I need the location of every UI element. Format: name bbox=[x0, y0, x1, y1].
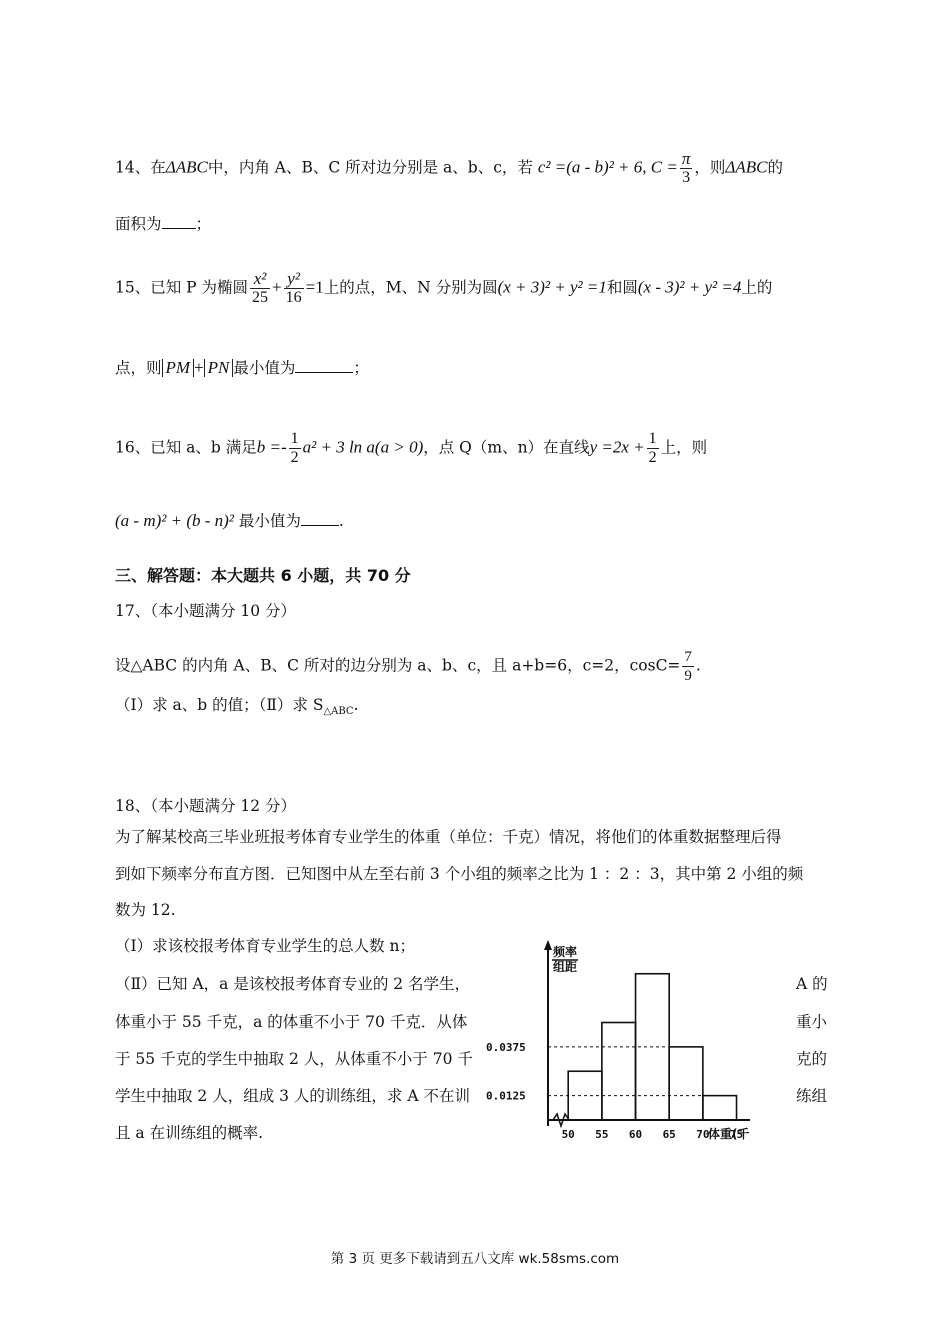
q18-part2-line5: 且 a 在训练组的概率. bbox=[115, 1124, 264, 1142]
q18-right-frag2: 重小 bbox=[796, 1013, 828, 1031]
y-tick-label: 0.0125 bbox=[486, 1089, 526, 1103]
q16-two: 2 bbox=[290, 449, 299, 466]
q14-three: 3 bbox=[682, 169, 691, 186]
q16-b-eq: b =- bbox=[256, 437, 287, 457]
x-axis-label: 体重(千 bbox=[708, 1127, 750, 1141]
q17-body-text: 设△ABC 的内角 A、B、C 所对的边分别为 a、b、c，且 a+b=6，c=2，cosC= bbox=[115, 656, 681, 675]
q15-line2-end: ； bbox=[353, 359, 369, 377]
q15-and: 和圆 bbox=[606, 278, 638, 297]
histogram-svg bbox=[480, 938, 750, 1148]
q18-para1: 为了解某校高三毕业班报考体育专业学生的体重（单位：千克）情况，将他们的体重数据整理后得 bbox=[115, 828, 782, 846]
q16-line2-end: . bbox=[338, 512, 344, 530]
q16-end: 上，则 bbox=[660, 438, 708, 457]
histogram-chart bbox=[486, 938, 790, 1148]
q18-part2-line3: 于 55 千克的学生中抽取 2 人，从体重不小于 70 千 bbox=[115, 1050, 473, 1068]
q15-frac-x bbox=[250, 270, 270, 307]
q14-equation: c² =(a - b)² + 6, C = bbox=[537, 157, 678, 177]
q14-area-text: 面积为 bbox=[115, 215, 162, 233]
q15-prefix: 15、已知 P 为椭圆 bbox=[115, 278, 249, 297]
q15-pn: PN bbox=[204, 359, 234, 377]
x-tick-label: 70 bbox=[696, 1128, 710, 1141]
q16-line-eq: y =2x + bbox=[589, 437, 645, 457]
q15-frac-y bbox=[284, 270, 304, 307]
q15-pm: PM bbox=[162, 359, 195, 377]
x-tick-label: 65 bbox=[662, 1128, 676, 1141]
q16-answer-blank bbox=[301, 511, 339, 526]
q14-text: 中，内角 A、B、C 所对边分别是 a、b、c，若 bbox=[207, 158, 533, 177]
q15-answer-blank bbox=[295, 358, 353, 373]
q14-line1 bbox=[115, 150, 783, 187]
q17-body-end: . bbox=[695, 656, 701, 675]
histogram-bar bbox=[703, 1096, 737, 1120]
q18-title: 18、（本小题满分 12 分） bbox=[115, 797, 297, 815]
q15-min-text: 最小值为 bbox=[233, 359, 296, 377]
q18-part2-line4: 学生中抽取 2 人，组成 3 人的训练组，求 A 不在训 bbox=[115, 1087, 470, 1105]
q18-para3: 数为 12. bbox=[115, 901, 176, 919]
q18-part2-line2: 体重小于 55 千克，a 的体重不小于 70 千克．从体 bbox=[115, 1013, 468, 1031]
q17-cos-frac bbox=[682, 648, 694, 685]
q14-line2 bbox=[115, 213, 211, 235]
x-tick-label: 60 bbox=[628, 1128, 643, 1141]
q17-parts bbox=[115, 694, 359, 716]
y-tick-label: 0.0375 bbox=[486, 1040, 526, 1054]
q14-pi-over-3 bbox=[680, 150, 693, 187]
q16-text: ，点 Q（m、n）在直线 bbox=[423, 438, 590, 457]
q17-parts-sub: △ABC bbox=[323, 706, 354, 718]
q17-num: 7 bbox=[684, 649, 692, 665]
q15-x2: x² bbox=[250, 270, 270, 289]
q17-title: 17、（本小题满分 10 分） bbox=[115, 602, 297, 620]
q15-d25: 25 bbox=[252, 289, 269, 306]
q18-para2: 到如下频率分布直方图．已知图中从左至右前 3 个小组的频率之比为 1 ：2 ：3，其中第 2 小组的频 bbox=[115, 865, 804, 883]
q15-plus: + bbox=[272, 277, 282, 297]
q18-right-frag4: 练组 bbox=[796, 1087, 828, 1105]
q14-pi: π bbox=[681, 149, 691, 168]
q15-line1 bbox=[115, 270, 772, 307]
histogram-bar bbox=[602, 1023, 636, 1121]
q16-prefix: 16、已知 a、b 满足 bbox=[115, 438, 257, 457]
x-tick-label: 50 bbox=[561, 1128, 575, 1141]
q15-y2: y² bbox=[284, 270, 304, 289]
y-label-top: 频率 bbox=[553, 945, 578, 959]
q17-parts-text: （Ⅰ）求 a、b 的值；（Ⅱ）求 S bbox=[115, 696, 324, 714]
page-footer: 第 3 页 更多下载请到五八文库 wk.58sms.com bbox=[330, 1251, 620, 1267]
x-tick-label: 75 bbox=[729, 1128, 744, 1141]
q16-two2: 2 bbox=[648, 449, 657, 466]
q18-right-frag3: 克的 bbox=[796, 1050, 828, 1068]
q15-circle2: (x - 3)² + y² =4 bbox=[637, 277, 742, 297]
q18-part2-line1: （Ⅱ）已知 A，a 是该校报考体育专业的 2 名学生， bbox=[115, 975, 471, 993]
q17-parts-end: . bbox=[353, 696, 359, 714]
q15-line2-prefix: 点，则 bbox=[115, 359, 162, 377]
histogram-bar bbox=[669, 1047, 703, 1120]
q16-one: 1 bbox=[290, 430, 299, 447]
q16-half2 bbox=[647, 430, 659, 467]
q14-suffix: ，则 bbox=[694, 158, 726, 177]
q15-text: 上的点，M、N 分别为圆 bbox=[323, 278, 498, 297]
q14-triangle2: ΔABC bbox=[725, 157, 768, 177]
q14-answer-blank bbox=[162, 214, 196, 229]
q16-line2 bbox=[115, 510, 344, 532]
y-axis-arrow bbox=[544, 940, 552, 950]
q18-part1: （Ⅰ）求该校报考体育专业学生的总人数 n； bbox=[115, 937, 416, 955]
q15-eq1: =1 bbox=[305, 277, 324, 297]
q16-half bbox=[289, 430, 301, 467]
y-label-bottom: 组距 bbox=[553, 960, 578, 974]
q16-line1 bbox=[115, 430, 707, 467]
q14-triangle: ΔABC bbox=[165, 157, 208, 177]
q15-d16: 16 bbox=[285, 289, 302, 306]
q18-right-frag1: A 的 bbox=[796, 975, 828, 993]
q16-one2: 1 bbox=[648, 430, 657, 447]
q16-rest: a² + 3 ln a(a > 0) bbox=[302, 437, 424, 457]
section-heading: 三、解答题：本大题共 6 小题，共 70 分 bbox=[115, 566, 411, 585]
histogram-marks bbox=[486, 974, 743, 1141]
q16-min-text: 最小值为 bbox=[238, 512, 301, 530]
q14-prefix: 14、在 bbox=[115, 158, 166, 177]
q15-circle1: (x + 3)² + y² =1 bbox=[497, 277, 607, 297]
q15-plus2: + bbox=[194, 358, 204, 377]
q14-end: 的 bbox=[767, 158, 783, 177]
q15-line2 bbox=[115, 357, 369, 379]
q16-expr: (a - m)² + (b - n)² bbox=[115, 511, 234, 530]
q17-body bbox=[115, 648, 701, 685]
q17-den: 9 bbox=[684, 668, 692, 684]
x-tick-label: 55 bbox=[595, 1128, 609, 1141]
q14-line2-end: ； bbox=[195, 215, 212, 233]
q15-end: 上的 bbox=[741, 278, 773, 297]
